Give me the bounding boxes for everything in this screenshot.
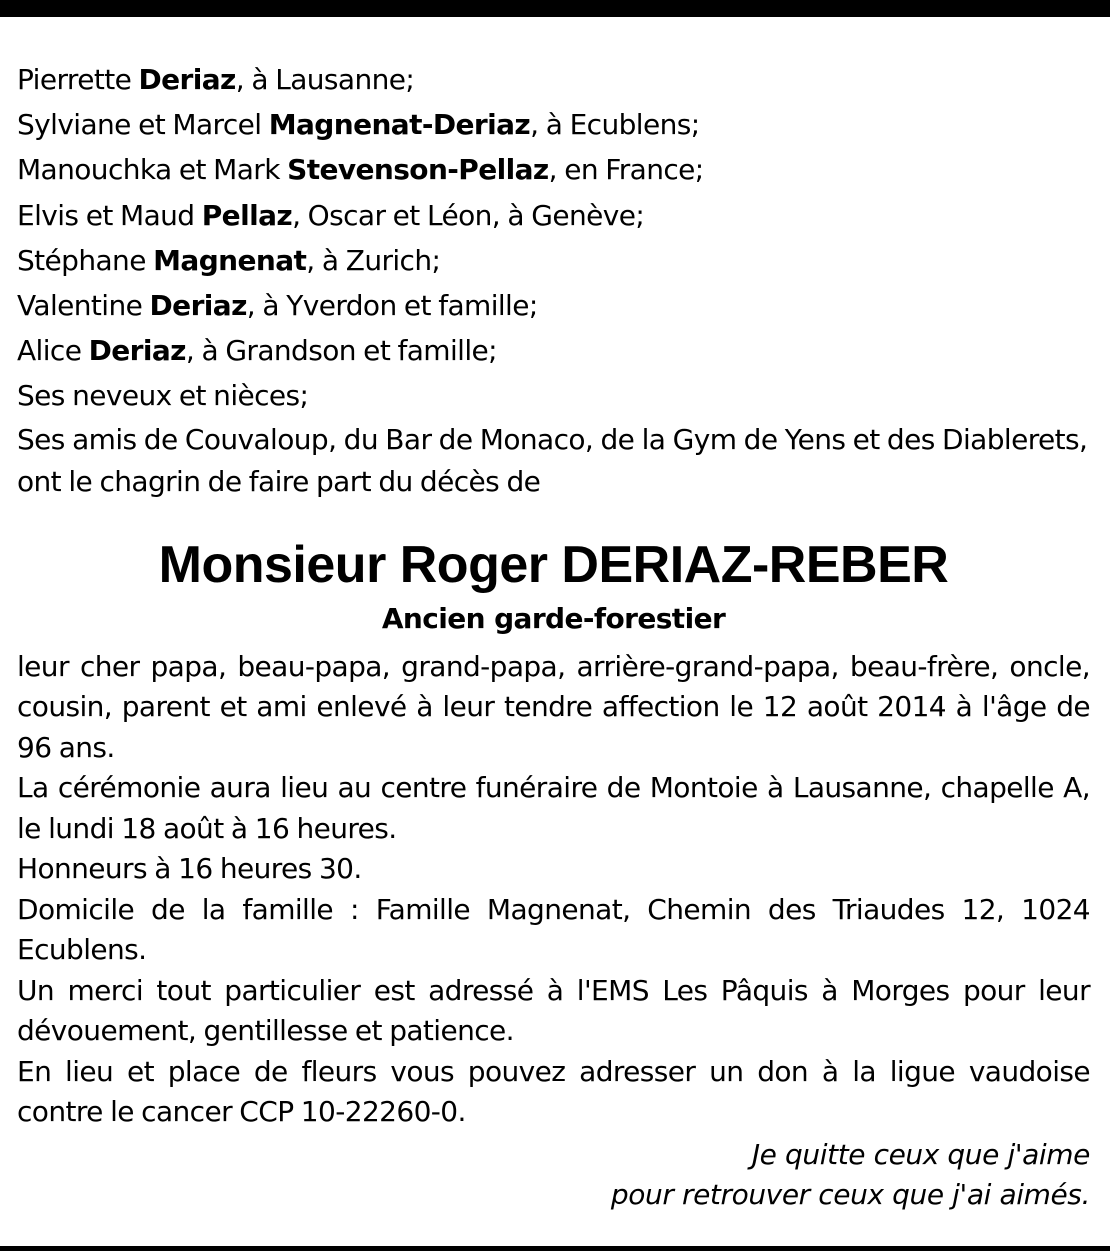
deceased-title: Ancien garde-forestier (381, 601, 726, 635)
bottom-border-rule (0, 1246, 1110, 1251)
body-paragraph: leur cher papa, beau-papa, grand-papa, arrière-grand-papa, beau-frère, oncle, cousin, parent et ami enlevé à leur tendre affection le 12 août 2014 à l'âge de 96 ans. (17, 649, 1090, 764)
death-notice (17, 57, 1090, 1215)
family-line: Ses neveux et nièces; (17, 379, 309, 413)
top-border-rule (0, 0, 1110, 17)
body-paragraph: En lieu et place de fleurs vous pouvez adresser un don à la ligue vaudoise contre le cancer CCP 10-22260-0. (17, 1054, 1090, 1129)
body-paragraph: Domicile de la famille : Famille Magnenat, Chemin des Triaudes 12, 1024 Ecublens. (17, 892, 1090, 967)
notice-body (17, 647, 1090, 1133)
family-line: Valentine Deriaz, à Yverdon et famille; (17, 289, 538, 323)
verse-line: Je quitte ceux que j'aime (751, 1137, 1090, 1171)
closing-verse (17, 1135, 1090, 1215)
family-line: Sylviane et Marcel Magnenat-Deriaz, à Ecublens; (17, 108, 700, 142)
family-line: Alice Deriaz, à Grandson et famille; (17, 334, 497, 368)
body-paragraph: Un merci tout particulier est adressé à l'EMS Les Pâquis à Morges pour leur dévouement, gentillesse et patience. (17, 973, 1090, 1048)
family-line: Pierrette Deriaz, à Lausanne; (17, 63, 415, 96)
family-line: Stéphane Magnenat, à Zurich; (17, 243, 441, 277)
verse-line: pour retrouver ceux que j'ai aimés. (610, 1177, 1090, 1211)
body-paragraph: La cérémonie aura lieu au centre funéraire de Montoie à Lausanne, chapelle A, le lundi 18 août à 16 heures. (17, 771, 1090, 845)
deceased-name: Monsieur Roger DERIAZ-REBER (158, 535, 949, 594)
intro-paragraph: Ses amis de Couvaloup, du Bar de Monaco, de la Gym de Yens et des Diablerets, ont le chagrin de faire part du décès de (17, 422, 1088, 498)
family-line: Elvis et Maud Pellaz, Oscar et Léon, à Genève; (17, 198, 645, 232)
body-paragraph: Honneurs à 16 heures 30. (17, 852, 362, 886)
family-list (17, 57, 1090, 419)
family-line: Manouchka et Mark Stevenson-Pellaz, en France; (17, 153, 704, 187)
